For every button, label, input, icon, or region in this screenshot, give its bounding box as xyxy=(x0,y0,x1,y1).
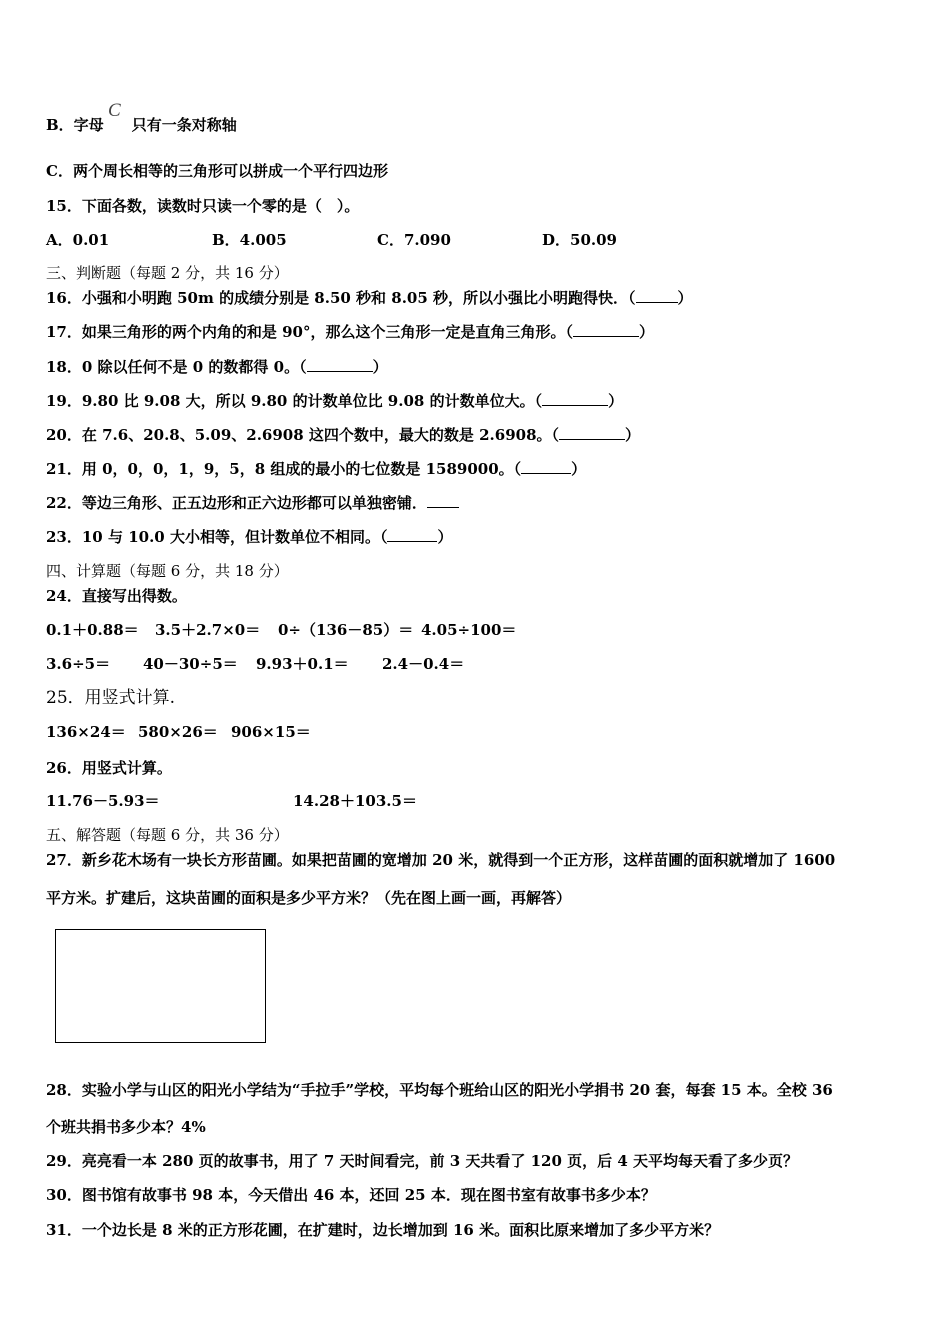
q15-option-c: C．7.090 xyxy=(377,231,451,249)
q25-item-2: 580×26＝ xyxy=(138,723,218,741)
q24-r1-item-2: 3.5＋2.7×0＝ xyxy=(155,621,261,639)
q14-option-b-suffix: 只有一条对称轴 xyxy=(131,116,237,134)
q24-r2-item-2: 40－30÷5＝ xyxy=(143,655,238,673)
question-20-text: 20．在 7.6、20.8、5.09、2.6908 这四个数中，最大的数是 2.6908。（ xyxy=(46,426,560,444)
question-19-end: ） xyxy=(608,392,624,410)
question-18-text: 18．0 除以任何不是 0 的数都得 0。（ xyxy=(46,358,307,376)
question-22 xyxy=(46,493,459,513)
question-17 xyxy=(46,322,654,342)
q14-option-b xyxy=(46,115,237,135)
section-3-heading: 三、判断题（每题 2 分，共 16 分） xyxy=(46,264,289,282)
q28-line-1: 28．实验小学与山区的阳光小学结为“手拉手”学校，平均每个班给山区的阳光小学捐书 20 套，每套 15 本。全校 36 xyxy=(46,1081,833,1099)
question-19-text: 19．9.80 比 9.08 大，所以 9.80 的计数单位比 9.08 的计数单位大。（ xyxy=(46,392,543,410)
question-30: 30．图书馆有故事书 98 本，今天借出 46 本，还回 25 本．现在图书室有故事书多少本？ xyxy=(46,1186,656,1204)
question-16-end: ） xyxy=(677,289,693,307)
q24-r1-item-4: 4.05÷100＝ xyxy=(421,621,517,639)
q25-stem: 25．用竖式计算. xyxy=(46,688,176,708)
q25-item-1: 136×24＝ xyxy=(46,723,126,741)
q24-r1-item-1: 0.1＋0.88＝ xyxy=(46,621,139,639)
question-31: 31．一个边长是 8 米的正方形花圃，在扩建时，边长增加到 16 米。面积比原来增加了多少平方米？ xyxy=(46,1221,720,1239)
question-18 xyxy=(46,357,388,377)
q24-stem: 24．直接写出得数。 xyxy=(46,587,187,605)
q27-line-2: 平方米。扩建后，这块苗圃的面积是多少平方米？（先在图上画一画，再解答） xyxy=(46,889,572,907)
q27-rectangle-figure xyxy=(55,929,266,1043)
q14-option-c: C．两个周长相等的三角形可以拼成一个平行四边形 xyxy=(46,162,388,180)
question-17-text: 17．如果三角形的两个内角的和是 90°，那么这个三角形一定是直角三角形。（ xyxy=(46,323,573,341)
q25-item-3: 906×15＝ xyxy=(231,723,311,741)
question-23-end: ） xyxy=(437,528,453,546)
question-18-end: ） xyxy=(372,358,388,376)
question-20-end: ） xyxy=(625,426,641,444)
question-16 xyxy=(46,288,693,308)
q26-stem: 26．用竖式计算。 xyxy=(46,759,172,777)
question-21-text: 21．用 0，0，0，1，9，5，8 组成的最小的七位数是 1589000。（ xyxy=(46,460,522,478)
question-21-end: ） xyxy=(571,460,587,478)
question-23 xyxy=(46,527,452,547)
q15-stem: 15．下面各数，读数时只读一个零的是（ ）。 xyxy=(46,197,360,215)
q26-item-2: 14.28＋103.5＝ xyxy=(293,792,417,810)
q26-item-1: 11.76－5.93＝ xyxy=(46,792,160,810)
question-21 xyxy=(46,459,586,479)
q24-r2-item-3: 9.93＋0.1＝ xyxy=(256,655,349,673)
q15-option-a: A．0.01 xyxy=(46,231,110,249)
question-20 xyxy=(46,425,640,445)
q24-r2-item-1: 3.6÷5＝ xyxy=(46,655,111,673)
question-17-end: ） xyxy=(638,323,654,341)
question-16-text: 16．小强和小明跑 50m 的成绩分别是 8.50 秒和 8.05 秒，所以小强比小明跑得快．（ xyxy=(46,289,636,307)
q15-option-d: D．50.09 xyxy=(542,231,617,249)
question-23-text: 23．10 与 10.0 大小相等，但计数单位不相同。（ xyxy=(46,528,388,546)
question-22-text: 22．等边三角形、正五边形和正六边形都可以单独密铺． xyxy=(46,494,427,512)
q27-line-1: 27．新乡花木场有一块长方形苗圃。如果把苗圃的宽增加 20 米，就得到一个正方形，这样苗圃的面积就增加了 1600 xyxy=(46,851,836,869)
q28-line-2: 个班共捐书多少本？4% xyxy=(46,1118,206,1136)
section-4-heading: 四、计算题（每题 6 分，共 18 分） xyxy=(46,562,289,580)
q14-letter-c: C xyxy=(108,100,121,121)
section-5-heading: 五、解答题（每题 6 分，共 36 分） xyxy=(46,826,289,844)
q24-r2-item-4: 2.4－0.4＝ xyxy=(382,655,465,673)
question-29: 29．亮亮看一本 280 页的故事书，用了 7 天时间看完，前 3 天共看了 120 页，后 4 天平均每天看了多少页？ xyxy=(46,1152,799,1170)
question-19 xyxy=(46,391,623,411)
q14-option-b-prefix: B．字母 xyxy=(46,116,104,134)
q24-r1-item-3: 0÷（136－85）＝ xyxy=(278,621,414,639)
q15-option-b: B．4.005 xyxy=(212,231,287,249)
